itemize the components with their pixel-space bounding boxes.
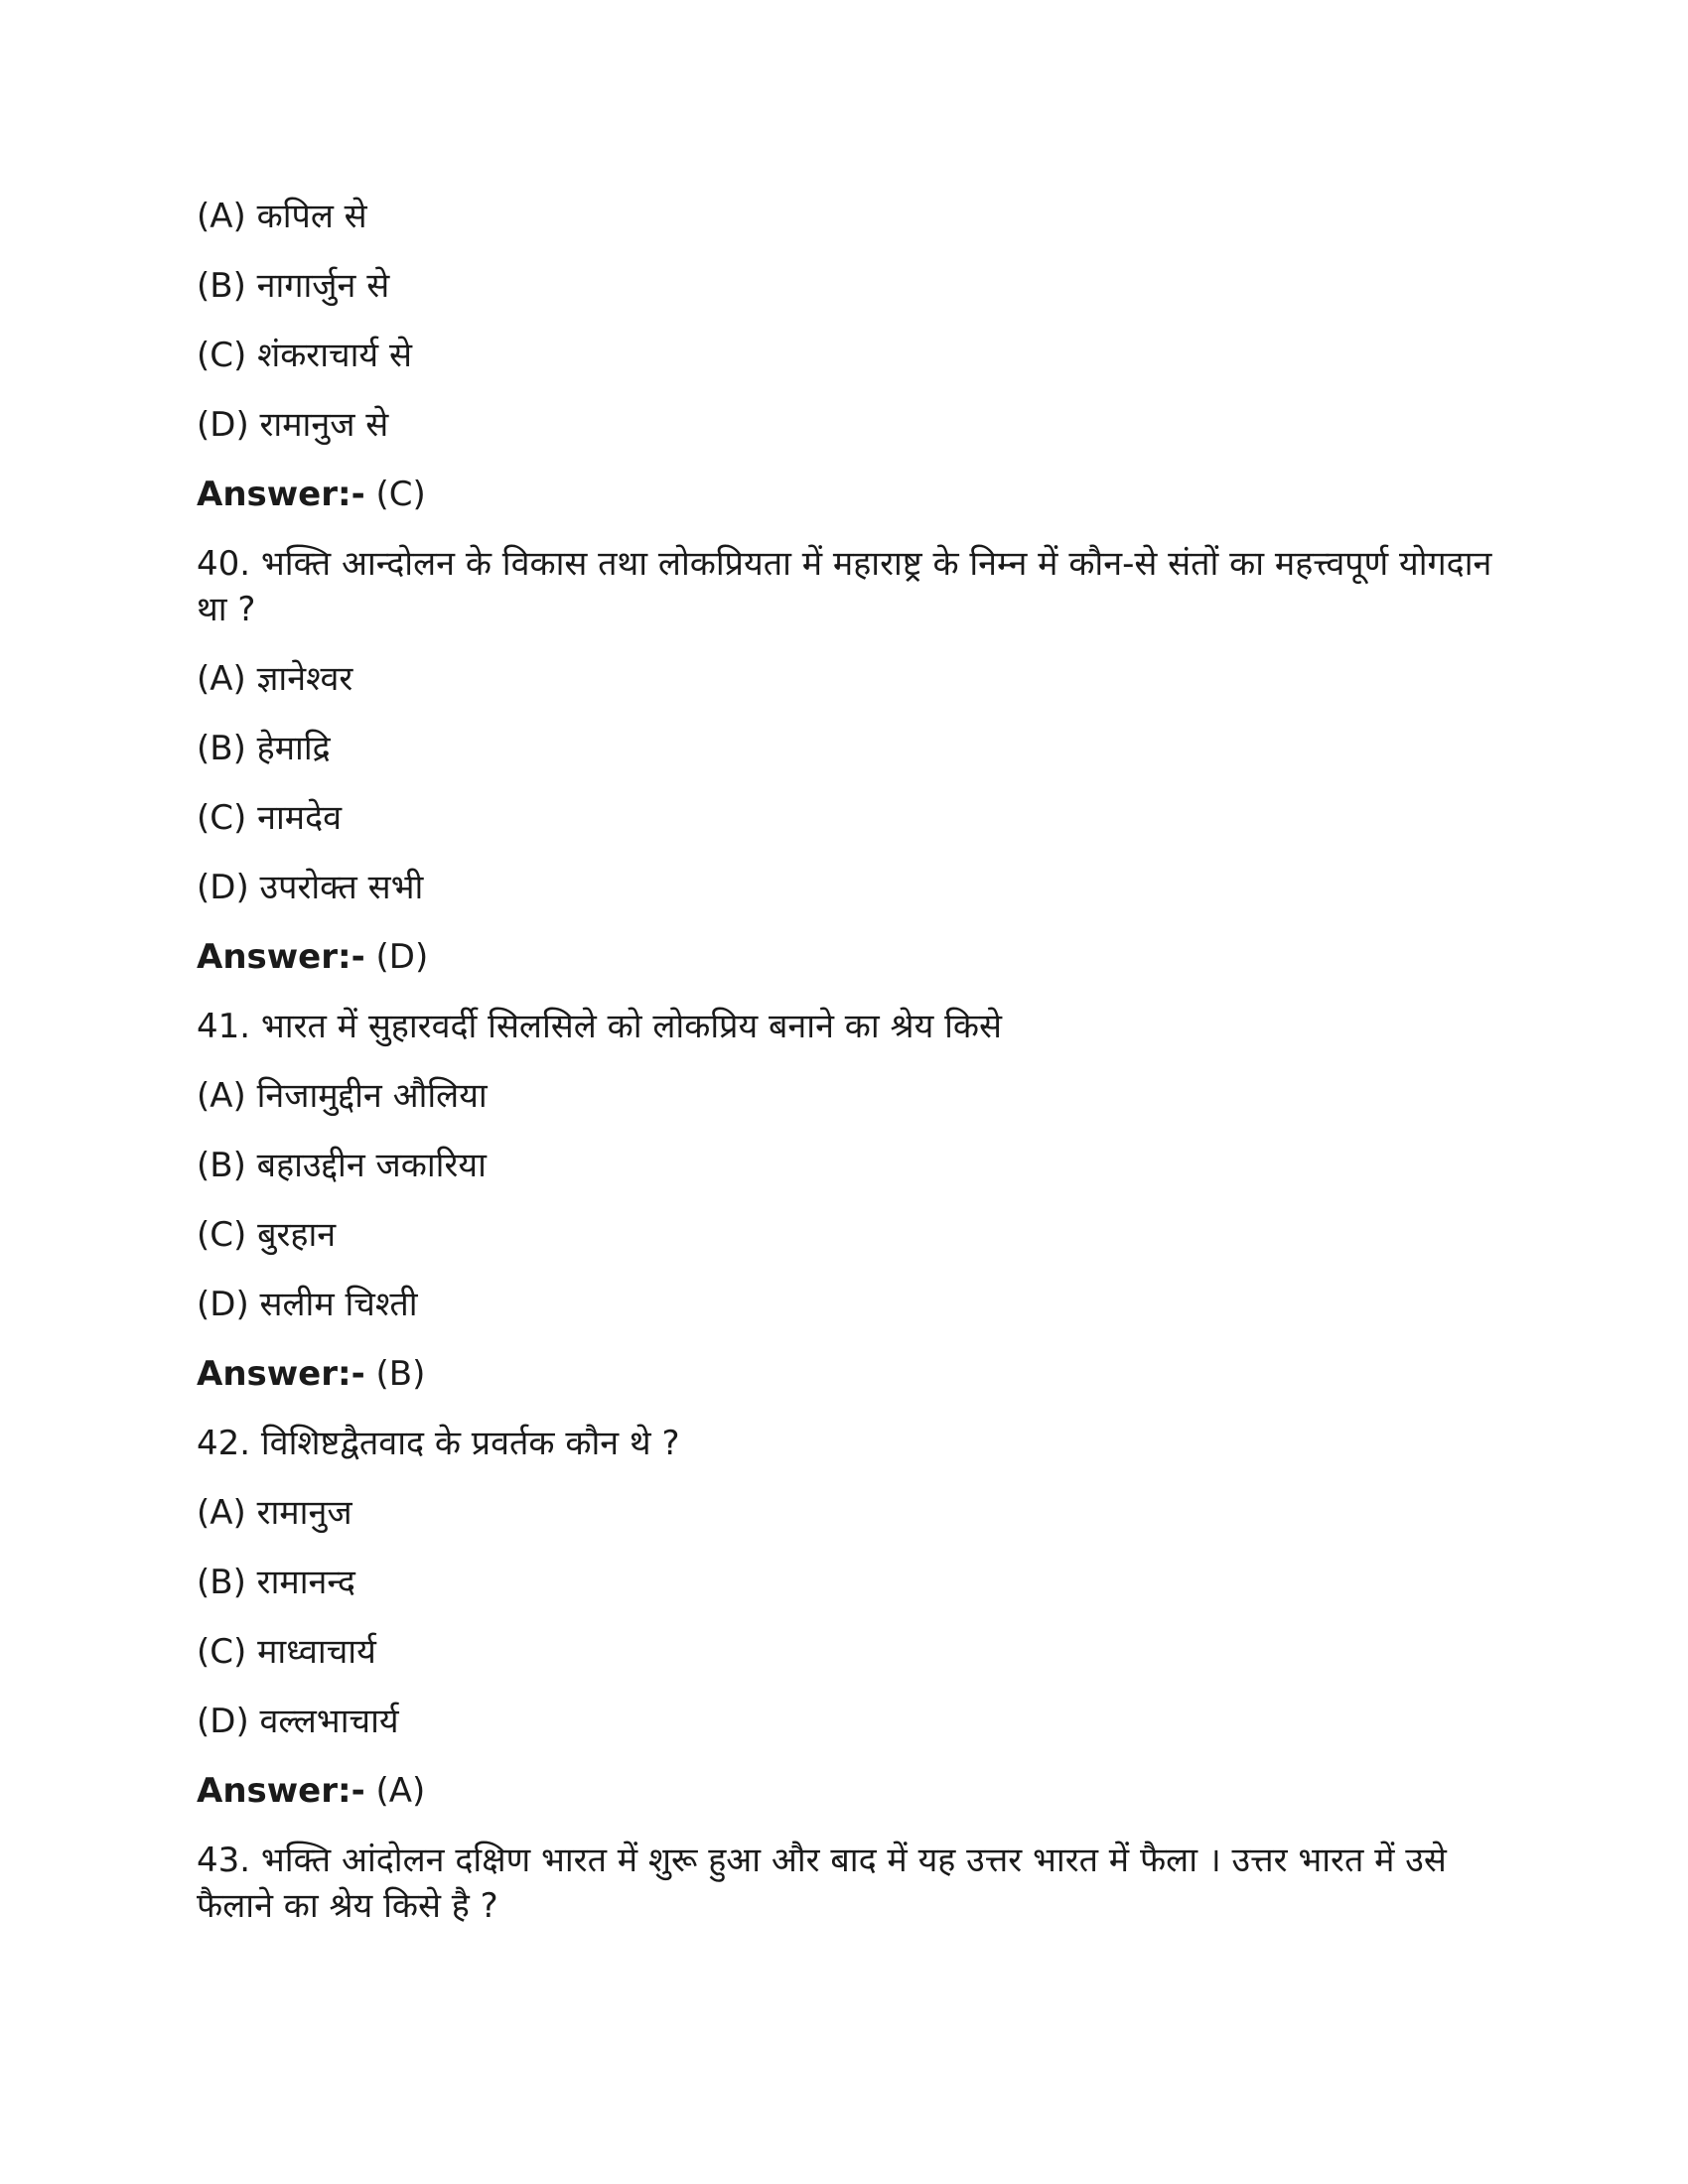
option-list xyxy=(197,1490,1517,1744)
question-42: 42. विशिष्टद्वैतवाद के प्रवर्तक कौन थे ? xyxy=(197,1424,680,1463)
answer-value: (A) xyxy=(364,1771,426,1811)
answer-line xyxy=(197,1768,1517,1814)
answer-label: Answer:- xyxy=(197,475,365,514)
option-d: (D) रामानुज से xyxy=(197,405,389,445)
option-b: (B) बहाउद्दीन जकारिया xyxy=(197,1146,487,1185)
answer-value: (B) xyxy=(364,1354,426,1394)
option-b: (B) नागार्जुन से xyxy=(197,266,390,306)
option-a: (A) रामानुज xyxy=(197,1493,352,1533)
question-40: 40. भक्ति आन्दोलन के विकास तथा लोकप्रियता में महाराष्ट्र के निम्न में कौन-से संतों का महत्त्वपूर्ण योगदान था ? xyxy=(197,544,1503,629)
option-list xyxy=(197,1073,1517,1327)
option-d: (D) सलीम चिश्ती xyxy=(197,1285,418,1324)
answer-label: Answer:- xyxy=(197,1354,365,1394)
answer-line xyxy=(197,934,1517,980)
answer-value: (C) xyxy=(364,475,426,514)
option-d: (D) वल्लभाचार्य xyxy=(197,1702,399,1741)
answer-line xyxy=(197,1351,1517,1397)
option-c: (C) नामदेव xyxy=(197,798,343,838)
option-d: (D) उपरोक्त सभी xyxy=(197,868,424,907)
document-page xyxy=(197,194,1517,1953)
option-a: (A) ज्ञानेश्वर xyxy=(197,659,353,699)
question-43: 43. भक्ति आंदोलन दक्षिण भारत में शुरू हुआ और बाद में यह उत्तर भारत में फैला । उत्तर भारत में उसे फैलाने का श्रेय किसे है ? xyxy=(197,1841,1458,1926)
option-list xyxy=(197,656,1517,910)
answer-label: Answer:- xyxy=(197,937,365,977)
option-c: (C) शंकराचार्य से xyxy=(197,336,412,375)
option-a: (A) निजामुद्दीन औलिया xyxy=(197,1076,488,1116)
option-c: (C) माध्वाचार्य xyxy=(197,1632,376,1672)
answer-label: Answer:- xyxy=(197,1771,365,1811)
option-b: (B) हेमाद्रि xyxy=(197,729,331,768)
option-b: (B) रामानन्द xyxy=(197,1563,355,1602)
option-a: (A) कपिल से xyxy=(197,197,367,236)
option-c: (C) बुरहान xyxy=(197,1215,337,1255)
question-41: 41. भारत में सुहारवर्दी सिलसिले को लोकप्रिय बनाने का श्रेय किसे xyxy=(197,1007,1003,1046)
answer-value: (D) xyxy=(364,937,429,977)
answer-line xyxy=(197,472,1517,517)
option-list xyxy=(197,194,1517,448)
